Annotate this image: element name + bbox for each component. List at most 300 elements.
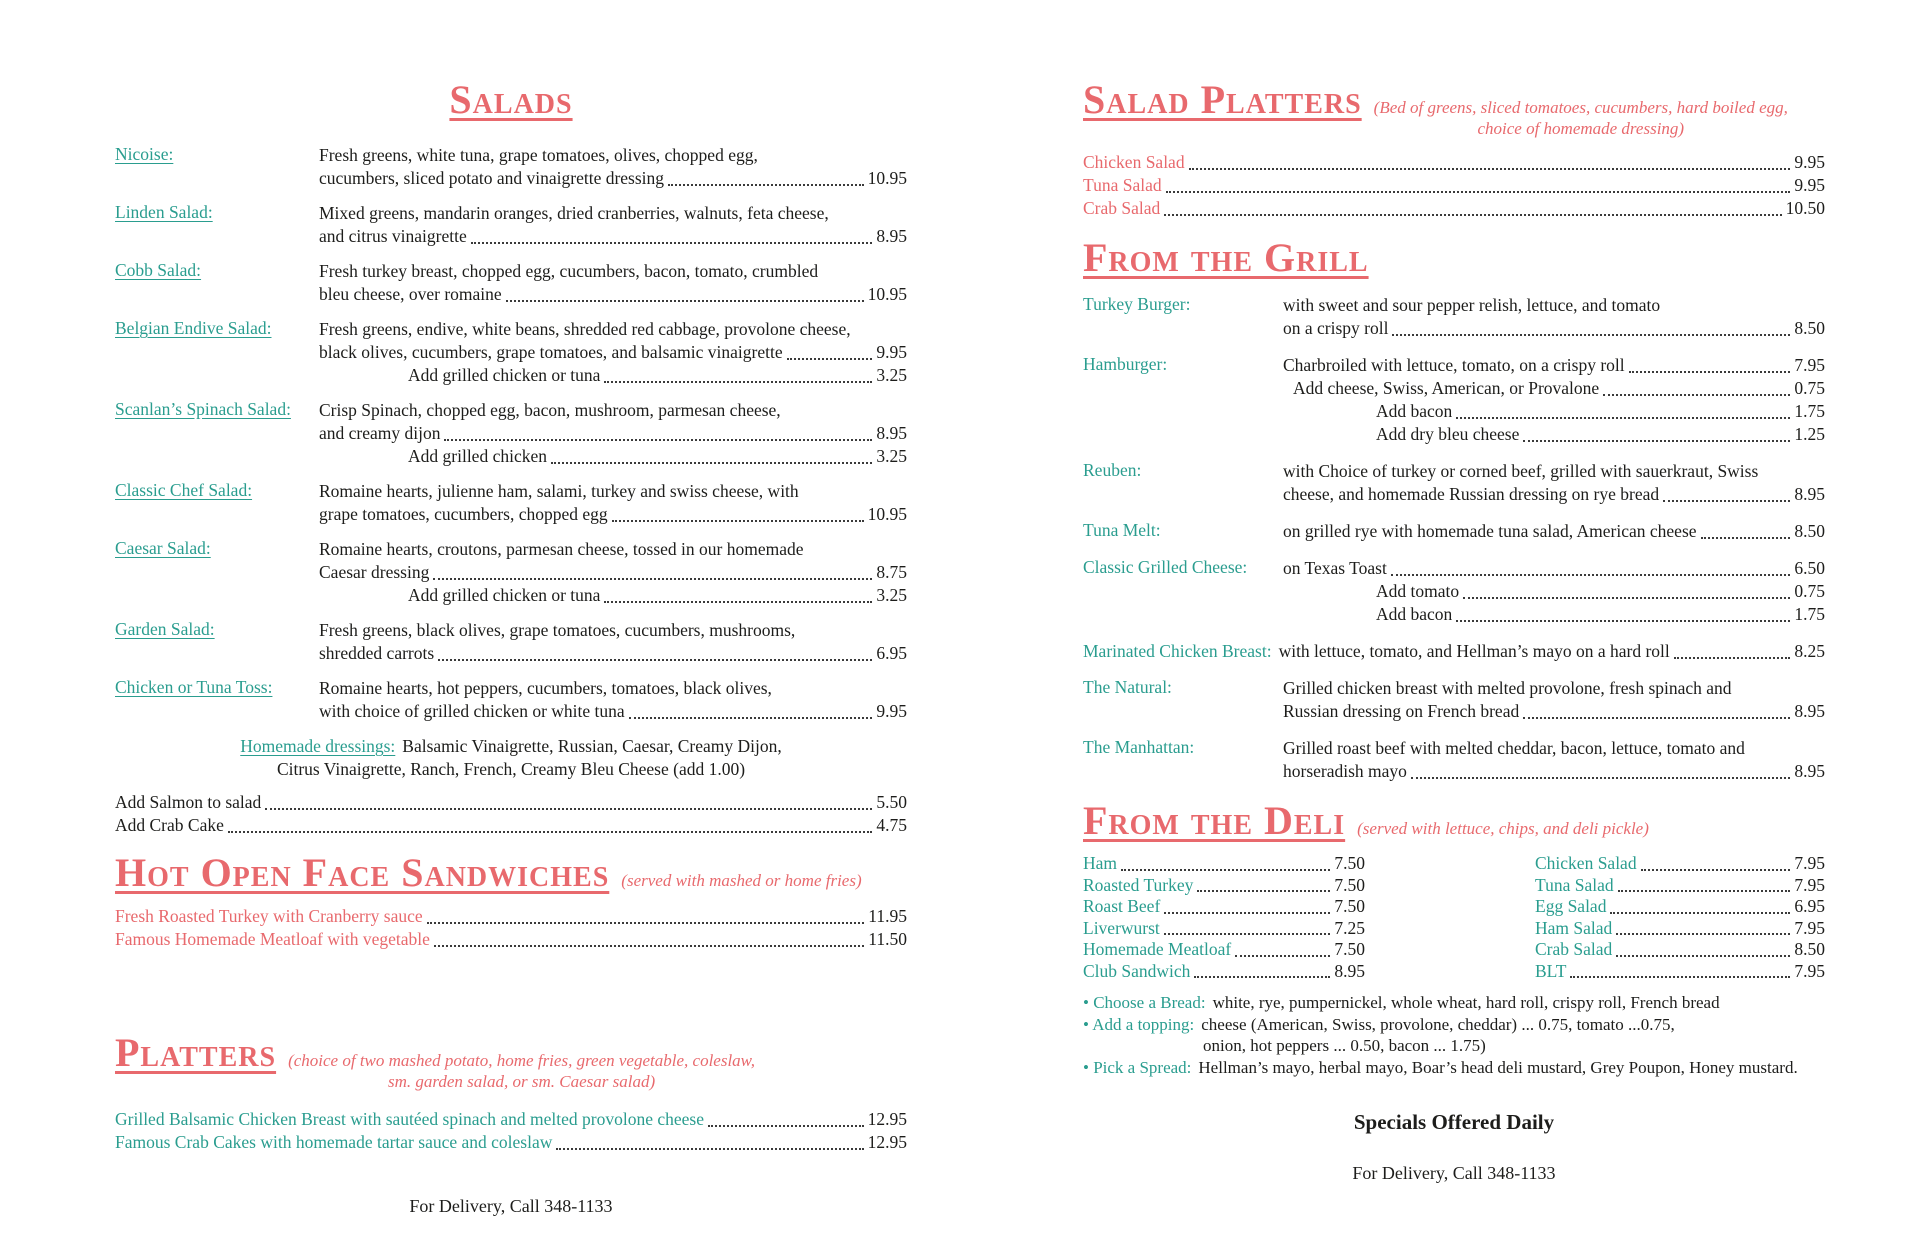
menu-line (1283, 377, 1825, 400)
menu-item (1083, 557, 1825, 626)
dot-leader (551, 462, 872, 464)
dot-leader (1641, 869, 1791, 871)
menu-line (1083, 640, 1825, 663)
dot-leader (438, 659, 872, 661)
item-text: black olives, cucumbers, grape tomatoes, and balsamic vinaigrette (319, 342, 783, 362)
item-name: Ham (1083, 853, 1118, 873)
item-price: 0.75 (1794, 378, 1825, 398)
menu-line (1535, 961, 1825, 983)
item-price: 12.95 (867, 1109, 907, 1129)
item-text: Add tomato (1376, 581, 1460, 601)
item-price: 6.95 (876, 643, 907, 663)
menu-item (115, 538, 907, 607)
item-name: Hamburger: (1083, 354, 1168, 374)
dot-leader (1164, 214, 1781, 216)
item-price: 8.95 (1794, 484, 1825, 504)
item-name: Tuna Melt: (1083, 520, 1161, 540)
menu-line (319, 225, 907, 248)
menu-line (115, 1108, 907, 1131)
item-price: 1.75 (1794, 604, 1825, 624)
grill-header (1083, 235, 1825, 280)
item-name: Crab Salad (1535, 939, 1613, 959)
dot-leader (1164, 933, 1331, 935)
note-text: onion, hot peppers ... 0.50, bacon ... 1.75) (1203, 1036, 1486, 1055)
item-text: Add bacon (1376, 604, 1453, 624)
item-text: Caesar dressing (319, 562, 430, 582)
dot-leader (604, 381, 872, 383)
menu-line (1535, 853, 1825, 875)
dot-leader (1570, 976, 1790, 978)
menu-line (319, 422, 907, 445)
salad-platters-header (1083, 77, 1825, 139)
menu-line (1535, 896, 1825, 918)
item-price: 10.95 (867, 284, 907, 304)
item-name: Caesar Salad: (115, 538, 211, 558)
dot-leader (1523, 717, 1790, 719)
item-description (319, 260, 907, 306)
menu-line (319, 700, 907, 723)
menu-line (1083, 197, 1825, 220)
menu-item (1083, 354, 1825, 446)
item-description (319, 677, 907, 723)
item-description (1283, 677, 1825, 723)
subtitle-line: choice of homemade dressing) (1477, 119, 1685, 138)
deli-subtitle: (served with lettuce, chips, and deli pickle) (1357, 819, 1649, 838)
subtitle-line: (Bed of greens, sliced tomatoes, cucumbers, hard boiled egg, (1373, 98, 1788, 117)
item-price: 3.25 (876, 585, 907, 605)
deli-note (1083, 1057, 1825, 1079)
item-price: 6.95 (1794, 896, 1825, 916)
dressings-text: Balsamic Vinaigrette, Russian, Caesar, Creamy Dijon, (402, 736, 782, 756)
platters-subtitle (288, 1050, 755, 1092)
item-price: 1.25 (1794, 424, 1825, 444)
menu-line (319, 144, 907, 167)
item-price: 7.50 (1334, 939, 1365, 959)
dot-leader (1618, 890, 1791, 892)
item-name: Classic Grilled Cheese: (1083, 557, 1248, 577)
item-text: Add Salmon to salad (115, 792, 262, 812)
platters-title: Platters (115, 1030, 277, 1075)
menu-line (319, 642, 907, 665)
item-text: Grilled roast beef with melted cheddar, bacon, lettuce, tomato and (1283, 738, 1745, 758)
specials-note: Specials Offered Daily (1353, 1110, 1555, 1134)
dot-leader (1197, 890, 1330, 892)
hot-open-face-title: Hot Open Face Sandwiches (115, 850, 610, 895)
item-text: on grilled rye with homemade tuna salad, American cheese (1283, 521, 1697, 541)
note-label: • Pick a Spread: (1083, 1057, 1192, 1077)
dot-leader (265, 808, 872, 810)
menu-line (319, 677, 907, 700)
item-price: 9.95 (1794, 175, 1825, 195)
note-text: white, rye, pumpernickel, whole wheat, hard roll, crispy roll, French bread (1212, 993, 1720, 1012)
hot-open-face-subtitle: (served with mashed or home fries) (621, 871, 862, 890)
menu-line (1283, 603, 1825, 626)
salads-title: Salads (449, 77, 573, 122)
dot-leader (708, 1125, 864, 1127)
item-name: Roast Beef (1083, 896, 1161, 916)
note-text: Hellman’s mayo, herbal mayo, Boar’s head deli mustard, Grey Poupon, Honey mustard. (1198, 1057, 1798, 1077)
item-price: 5.50 (876, 792, 907, 812)
right-column (1083, 77, 1825, 1217)
menu-item (115, 619, 907, 665)
item-text: on a crispy roll (1283, 318, 1389, 338)
salad-platters-subtitle (1374, 97, 1788, 139)
item-text: cucumbers, sliced potato and vinaigrette dressing (319, 168, 665, 188)
item-price: 3.25 (876, 446, 907, 466)
item-text: Add grilled chicken or tuna (408, 585, 601, 605)
menu-line (115, 814, 907, 837)
menu-line (1283, 354, 1825, 377)
menu-line (319, 619, 907, 642)
item-description (1283, 294, 1825, 340)
item-text: Crisp Spinach, chopped egg, bacon, mushroom, parmesan cheese, (319, 400, 781, 420)
item-price: 8.50 (1794, 939, 1825, 959)
dot-leader (1701, 537, 1791, 539)
item-price: 7.50 (1334, 874, 1365, 895)
dot-leader (1523, 440, 1790, 442)
dot-leader (1463, 597, 1790, 599)
dot-leader (1189, 168, 1791, 170)
item-name: Classic Chef Salad: (115, 480, 253, 500)
menu-line (319, 202, 907, 225)
item-price: 8.95 (1794, 701, 1825, 721)
menu-item (1083, 460, 1825, 506)
item-name: Egg Salad (1535, 896, 1607, 916)
salad-platters-title: Salad Platters (1083, 77, 1362, 122)
item-price: 8.50 (1794, 318, 1825, 338)
menu-item (1083, 520, 1825, 543)
deli-column (1083, 853, 1365, 982)
dot-leader (604, 601, 872, 603)
item-description (1283, 520, 1825, 543)
deli-header (1083, 798, 1825, 843)
platters-header (115, 1030, 907, 1092)
deli-column (1535, 853, 1825, 982)
menu-line (115, 928, 907, 951)
menu-line (1283, 317, 1825, 340)
menu-line (1083, 896, 1365, 918)
item-price: 7.50 (1334, 896, 1365, 916)
item-name: Roasted Turkey (1083, 874, 1194, 895)
menu-line (319, 260, 907, 283)
menu-line (1283, 400, 1825, 423)
item-text: Add grilled chicken or tuna (408, 365, 601, 385)
item-description (1283, 557, 1825, 626)
item-price: 11.95 (868, 906, 907, 926)
item-name: Linden Salad: (115, 202, 213, 222)
item-text: Grilled chicken breast with melted provolone, fresh spinach and (1283, 678, 1732, 698)
item-text: Fresh greens, endive, white beans, shredded red cabbage, provolone cheese, (319, 319, 851, 339)
dressings-note (115, 735, 907, 781)
item-price: 11.50 (868, 929, 907, 949)
dot-leader (1166, 191, 1791, 193)
item-price: 7.95 (1794, 960, 1825, 981)
menu-line (319, 364, 907, 387)
menu-item (1083, 677, 1825, 723)
item-name: Belgian Endive Salad: (115, 318, 272, 338)
item-text: Add bacon (1376, 401, 1453, 421)
item-name: Garden Salad: (115, 619, 215, 639)
dot-leader (556, 1148, 863, 1150)
menu-line (319, 445, 907, 468)
dot-leader (433, 578, 872, 580)
item-name: BLT (1535, 960, 1567, 981)
item-price: 1.75 (1794, 401, 1825, 421)
menu-line (1535, 875, 1825, 897)
item-description (1283, 354, 1825, 446)
item-price: 7.95 (1794, 355, 1825, 375)
deli-note (1083, 1014, 1825, 1057)
grill-section (1083, 235, 1825, 783)
item-price: 0.75 (1794, 581, 1825, 601)
note-label: • Add a topping: (1083, 1014, 1195, 1034)
menu-item (115, 260, 907, 306)
item-price: 10.95 (867, 504, 907, 524)
item-text: Russian dressing on French bread (1283, 701, 1520, 721)
menu-line (1083, 174, 1825, 197)
hot-open-face-header (115, 850, 907, 895)
salad-extras (115, 791, 907, 837)
item-price: 9.95 (1794, 152, 1825, 172)
item-price: 7.25 (1334, 917, 1365, 938)
note-label: • Choose a Bread: (1083, 993, 1206, 1012)
subtitle-line: sm. garden salad, or sm. Caesar salad) (387, 1072, 656, 1091)
item-name: Ham Salad (1535, 917, 1613, 938)
dot-leader (1674, 657, 1791, 659)
platters-section (115, 1030, 907, 1154)
menu-line (1083, 151, 1825, 174)
menu-line (319, 584, 907, 607)
menu-item (115, 202, 907, 248)
dot-leader (1194, 976, 1330, 978)
menu-line (1083, 961, 1365, 983)
dot-leader (668, 184, 864, 186)
platters-items (115, 1108, 907, 1154)
dot-leader (1663, 500, 1790, 502)
dot-leader (1610, 912, 1790, 914)
item-text: Fresh greens, black olives, grape tomatoes, cucumbers, mushrooms, (319, 620, 796, 640)
menu-line (1283, 737, 1825, 760)
item-price: 9.95 (876, 342, 907, 362)
item-text: Famous Crab Cakes with homemade tartar sauce and coleslaw (115, 1132, 553, 1152)
item-text: Famous Homemade Meatloaf with vegetable (115, 929, 430, 949)
deli-notes (1083, 992, 1825, 1078)
menu-item (115, 318, 907, 387)
item-name: Chicken or Tuna Toss: (115, 677, 273, 697)
item-description (319, 144, 907, 190)
item-name: Scanlan’s Spinach Salad: (115, 399, 291, 419)
item-text: Romaine hearts, croutons, parmesan cheese, tossed in our homemade (319, 539, 804, 559)
menu-item (1083, 737, 1825, 783)
dot-leader (471, 242, 873, 244)
dot-leader (427, 922, 865, 924)
dot-leader (1392, 334, 1790, 336)
item-description (319, 619, 907, 665)
item-price: 7.95 (1794, 874, 1825, 895)
menu-line (319, 341, 907, 364)
item-price: 7.95 (1794, 853, 1825, 873)
menu-line (115, 905, 907, 928)
item-text: Add Crab Cake (115, 815, 224, 835)
deli-title: From the Deli (1083, 798, 1346, 843)
item-name: The Manhattan: (1083, 737, 1195, 757)
dot-leader (444, 439, 872, 441)
dot-leader (787, 358, 873, 360)
dot-leader (612, 520, 864, 522)
item-price: 8.75 (876, 562, 907, 582)
dot-leader (434, 945, 864, 947)
dot-leader (1164, 912, 1330, 914)
item-description (1283, 460, 1825, 506)
menu-line (1283, 557, 1825, 580)
item-text: Fresh turkey breast, chopped egg, cucumbers, bacon, tomato, crumbled (319, 261, 819, 281)
item-price: 12.95 (867, 1132, 907, 1152)
item-price: 7.50 (1334, 853, 1365, 873)
item-price: 8.95 (1794, 761, 1825, 781)
item-name: Turkey Burger: (1083, 294, 1191, 314)
item-text: on Texas Toast (1283, 558, 1387, 578)
hot-open-face-items (115, 905, 907, 951)
item-text: shredded carrots (319, 643, 435, 663)
menu-line (1535, 918, 1825, 940)
menu-line (319, 503, 907, 526)
menu-line (1083, 918, 1365, 940)
item-name: Reuben: (1083, 460, 1142, 480)
menu-item (1083, 640, 1825, 663)
salad-platters-section (1083, 77, 1825, 220)
salad-platters-items (1083, 151, 1825, 220)
item-text: and citrus vinaigrette (319, 226, 467, 246)
item-description (319, 399, 907, 468)
menu-line (319, 538, 907, 561)
item-name: Chicken Salad (1535, 853, 1637, 873)
item-text: Romaine hearts, julienne ham, salami, turkey and swiss cheese, with (319, 481, 799, 501)
menu-line (319, 561, 907, 584)
grill-items (1083, 294, 1825, 783)
deli-section (1083, 798, 1825, 1078)
item-text: Romaine hearts, hot peppers, cucumbers, tomatoes, black olives, (319, 678, 772, 698)
item-text: Charbroiled with lettuce, tomato, on a crispy roll (1283, 355, 1625, 375)
item-text: Add cheese, Swiss, American, or Provalone (1293, 378, 1600, 398)
dot-leader (506, 300, 864, 302)
grill-title: From the Grill (1083, 235, 1369, 280)
salads-section (115, 77, 907, 837)
dot-leader (1456, 620, 1790, 622)
item-price: 9.95 (876, 701, 907, 721)
menu-line (319, 167, 907, 190)
dot-leader (1616, 933, 1790, 935)
item-description (319, 480, 907, 526)
menu-line (1283, 294, 1825, 317)
item-name: Liverwurst (1083, 917, 1160, 938)
item-name: Tuna Salad (1535, 874, 1614, 895)
menu-line (319, 283, 907, 306)
menu-line (1283, 460, 1825, 483)
item-text: bleu cheese, over romaine (319, 284, 502, 304)
hot-open-face-section (115, 850, 907, 951)
dot-leader (1456, 417, 1790, 419)
dot-leader (228, 831, 873, 833)
delivery-note-right: For Delivery, Call 348-1133 (1352, 1163, 1556, 1183)
item-price: 4.75 (876, 815, 907, 835)
menu-line (1083, 853, 1365, 875)
menu-line (1283, 483, 1825, 506)
item-text: and creamy dijon (319, 423, 441, 443)
item-text: Mixed greens, mandarin oranges, dried cranberries, walnuts, feta cheese, (319, 203, 829, 223)
item-price: 10.50 (1785, 198, 1825, 218)
item-price: 10.95 (867, 168, 907, 188)
deli-note (1083, 992, 1825, 1014)
menu-item (115, 677, 907, 723)
item-text: with sweet and sour pepper relish, lettuce, and tomato (1283, 295, 1661, 315)
item-price: 6.50 (1794, 558, 1825, 578)
dot-leader (1121, 869, 1330, 871)
item-name: Cobb Salad: (115, 260, 202, 280)
menu-line (1083, 939, 1365, 961)
dot-leader (1616, 955, 1790, 957)
dot-leader (1411, 777, 1790, 779)
item-price: 7.95 (1794, 917, 1825, 938)
subtitle-line: (choice of two mashed potato, home fries, green vegetable, coleslaw, (288, 1051, 755, 1070)
delivery-note-left: For Delivery, Call 348-1133 (409, 1196, 613, 1216)
item-price: 3.25 (876, 365, 907, 385)
menu-line (1283, 700, 1825, 723)
item-text: Fresh greens, white tuna, grape tomatoes, olives, chopped egg, (319, 145, 758, 165)
item-text: Fresh Roasted Turkey with Cranberry sauce (115, 906, 423, 926)
menu-line (1283, 677, 1825, 700)
menu-item (115, 144, 907, 190)
item-text: Add grilled chicken (408, 446, 547, 466)
dot-leader (1629, 371, 1791, 373)
menu-item (115, 399, 907, 468)
item-text: Crab Salad (1083, 198, 1161, 218)
item-price: 8.95 (876, 423, 907, 443)
menu-line (319, 399, 907, 422)
item-name: Club Sandwich (1083, 960, 1191, 981)
dressings-label: Homemade dressings: (240, 736, 396, 756)
item-price: 8.95 (876, 226, 907, 246)
item-description (319, 318, 907, 387)
item-price: 8.95 (1334, 960, 1365, 981)
item-text: cheese, and homemade Russian dressing on rye bread (1283, 484, 1660, 504)
item-description (1283, 737, 1825, 783)
item-name: The Natural: (1083, 677, 1172, 697)
menu-line (1283, 423, 1825, 446)
item-text: Grilled Balsamic Chicken Breast with sautéed spinach and melted provolone cheese (115, 1109, 704, 1129)
dot-leader (1391, 574, 1791, 576)
menu-item (115, 480, 907, 526)
deli-columns (1083, 853, 1825, 982)
menu-line (319, 318, 907, 341)
dressings-text: Citrus Vinaigrette, Ranch, French, Creamy Bleu Cheese (add 1.00) (276, 759, 746, 779)
item-text: with choice of grilled chicken or white tuna (319, 701, 625, 721)
menu-line (1083, 875, 1365, 897)
note-text: cheese (American, Swiss, provolone, cheddar) ... 0.75, tomato ...0.75, (1201, 1014, 1675, 1034)
menu-line (115, 791, 907, 814)
menu-item (1083, 294, 1825, 340)
menu-line (1535, 939, 1825, 961)
item-name: Marinated Chicken Breast: (1083, 641, 1272, 661)
left-column (115, 77, 907, 1217)
item-description (319, 538, 907, 607)
menu-line (1083, 1057, 1825, 1079)
item-name: Nicoise: (115, 144, 174, 164)
item-price: 8.50 (1794, 521, 1825, 541)
menu-line (1083, 1014, 1825, 1036)
item-text: Add dry bleu cheese (1376, 424, 1520, 444)
dot-leader (629, 717, 873, 719)
item-price: 8.25 (1794, 641, 1825, 661)
